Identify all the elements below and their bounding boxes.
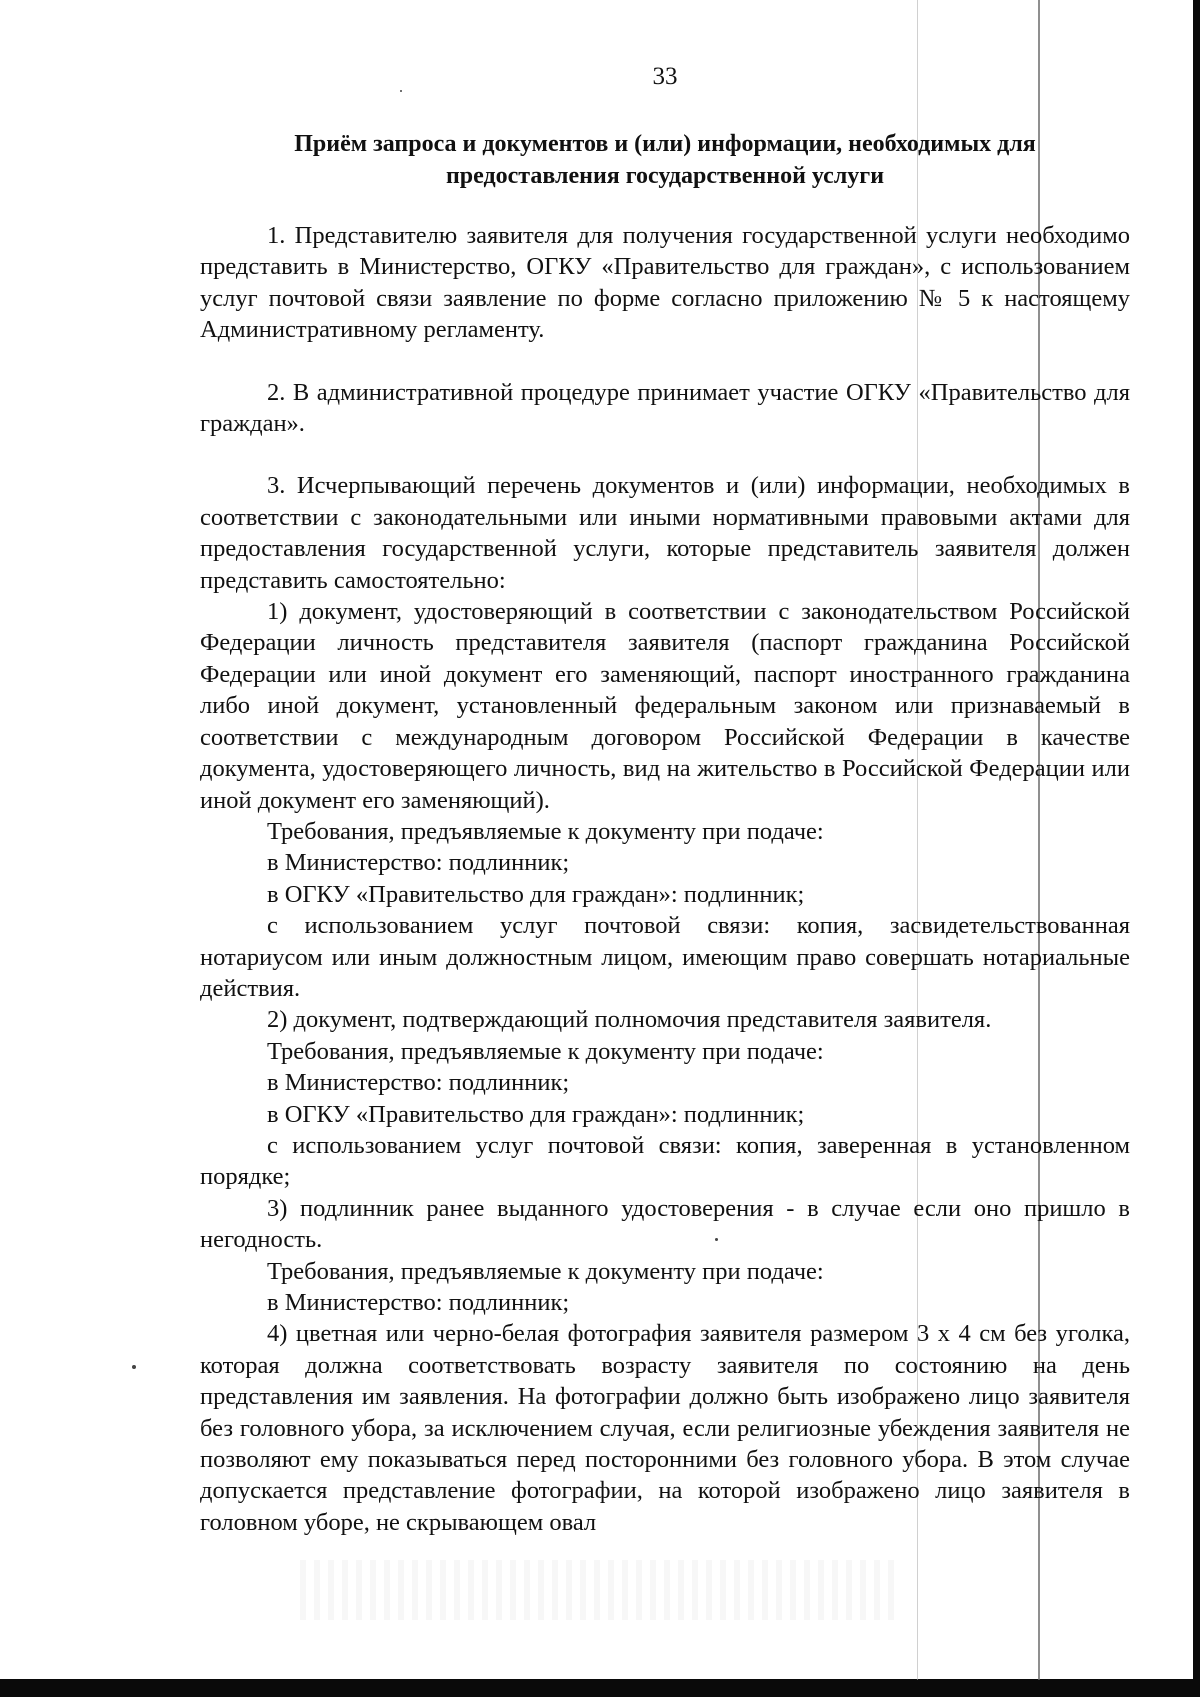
scan-border-right bbox=[1193, 0, 1200, 1697]
requirement-ogku: в ОГКУ «Правительство для граждан»: подлинник; bbox=[267, 1100, 805, 1128]
requirements-heading: Требования, предъявляемые к документу при подаче: bbox=[267, 817, 824, 845]
requirement-ministry: в Министерство: подлинник; bbox=[267, 849, 570, 877]
list-item-3: 3) подлинник ранее выданного удостоверения - в случае если оно пришло в негодность. bbox=[200, 1194, 1130, 1254]
section-heading-line-1: Приём запроса и документов и (или) информации, необходимых для bbox=[294, 131, 1036, 157]
paragraph-3: 3. Исчерпывающий перечень документов и (или) информации, необходимых в соответствии с законодательными или иными нормативными правовыми актами для предоставления государственной услуги, которые представитель заявителя должен представить самостоятельно: bbox=[200, 472, 1130, 594]
document-body bbox=[200, 220, 1130, 1538]
list-item-4: 4) цветная или черно-белая фотография заявителя размером 3 х 4 см без уголка, которая должна соответствовать возрасту заявителя по состоянию на день представления им заявления. На фотографии должно быть изображено лицо заявителя без головного убора, за исключением случая, если религиозные убеждения заявителя не позволяют ему показываться перед посторонними без головного убора. В этом случае допускается представление фотографии, на которой изображено лицо заявителя в головном уборе, не скрывающем овал bbox=[200, 1320, 1130, 1536]
paragraph-2: 2. В административной процедуре принимает участие ОГКУ «Правительство для граждан». bbox=[200, 378, 1130, 438]
section-heading bbox=[200, 128, 1130, 192]
requirement-ogku: в ОГКУ «Правительство для граждан»: подлинник; bbox=[267, 880, 805, 908]
page-number: 33 bbox=[652, 63, 678, 90]
scan-border-bottom bbox=[0, 1679, 1200, 1697]
scan-speck bbox=[132, 1365, 136, 1369]
requirement-ministry: в Министерство: подлинник; bbox=[267, 1069, 570, 1097]
list-item-1: 1) документ, удостоверяющий в соответствии с законодательством Российской Федерации личность представителя заявителя (паспорт гражданина Российской Федерации или иной документ его заменяющий, паспорт иностранного гражданина либо иной документ, установленный федеральным законом или признаваемый в соответствии с международным договором Российской Федерации в качестве документа, удостоверяющего личность, вид на жительство в Российской Федерации или иной документ его заменяющий). bbox=[200, 598, 1130, 814]
requirement-ministry: в Министерство: подлинник; bbox=[267, 1289, 570, 1316]
section-heading-line-2: предоставления государственной услуги bbox=[445, 163, 885, 189]
requirement-postal: с использованием услуг почтовой связи: копия, заверенная в установленном порядке; bbox=[200, 1131, 1130, 1191]
requirements-heading: Требования, предъявляемые к документу при подаче: bbox=[267, 1037, 824, 1065]
requirements-heading: Требования, предъявляемые к документу при подаче: bbox=[267, 1257, 824, 1285]
requirement-postal: с использованием услуг почтовой связи: копия, засвидетельствованная нотариусом или иным должностным лицом, имеющим право совершать нотариальные действия. bbox=[200, 912, 1130, 1002]
list-item-2: 2) документ, подтверждающий полномочия представителя заявителя. bbox=[267, 1006, 992, 1034]
bleed-through-noise bbox=[300, 1560, 900, 1620]
paragraph-1: 1. Представителю заявителя для получения государственной услуги необходимо представить в Министерство, ОГКУ «Правительство для граждан», с использованием услуг почтовой связи заявление по форме согласно приложению № 5 к настоящему Административному регламенту. bbox=[200, 222, 1130, 344]
